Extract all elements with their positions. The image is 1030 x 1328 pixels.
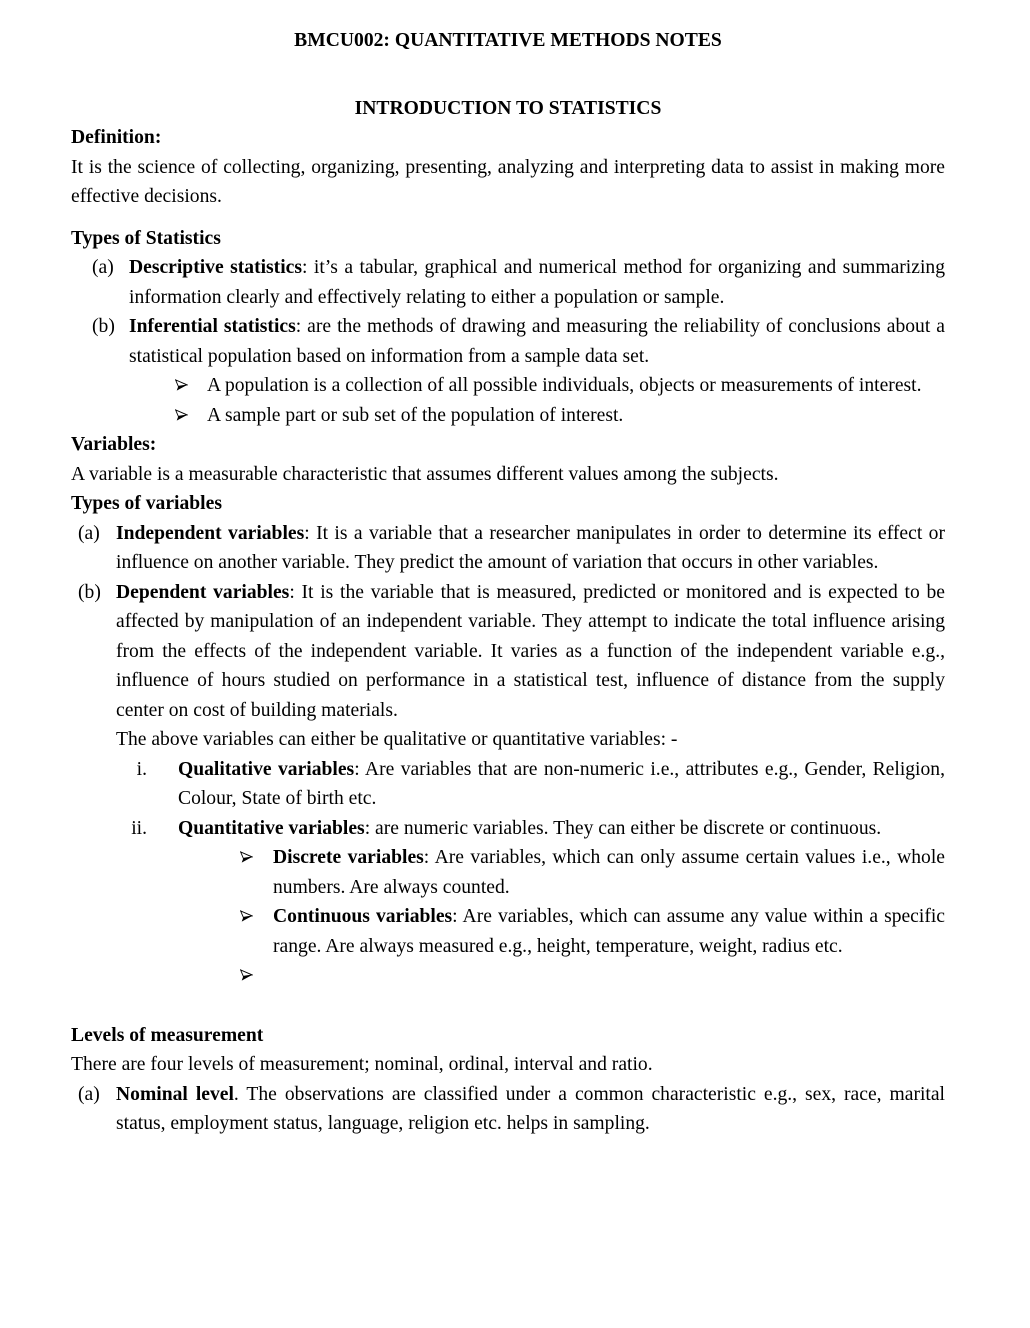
term-label: Qualitative variables <box>178 758 355 780</box>
list-marker: (b) <box>78 581 101 603</box>
term-description: : Are variables that are non-numeric i.e., attributes e.g., Gender, Religion, Colour, State of birth etc. <box>178 758 945 809</box>
arrow-bullet-icon <box>175 379 188 392</box>
bullet-text: A population is a collection of all possible individuals, objects or measurements of interest. <box>207 375 922 396</box>
levels-of-measurement-heading: Levels of measurement <box>71 1024 264 1046</box>
variables-note: The above variables can either be qualitative or quantitative variables: - <box>116 729 678 750</box>
list-marker: (a) <box>78 522 100 544</box>
list-item-quantitative-variables <box>71 814 945 844</box>
variables-body: A variable is a measurable characteristic that assumes different values among the subjects. <box>71 463 779 485</box>
definition-body: It is the science of collecting, organizing, presenting, analyzing and interpreting data to assist in making more effective decisions. <box>71 156 945 207</box>
arrow-bullet-icon <box>240 910 253 923</box>
term-label: Nominal level <box>116 1083 234 1105</box>
definition-heading: Definition: <box>71 127 162 148</box>
bullet-item-sample <box>71 401 945 431</box>
list-marker: i. <box>136 758 147 780</box>
list-marker: (a) <box>78 1083 100 1105</box>
bullet-item-discrete-variables <box>71 843 945 902</box>
list-item-descriptive-statistics <box>71 253 945 312</box>
intro-section-title: INTRODUCTION TO STATISTICS <box>354 97 662 119</box>
term-label: Independent variables <box>116 522 305 544</box>
types-of-variables-heading: Types of variables <box>71 493 222 514</box>
term-description: : are the methods of drawing and measuring the reliability of conclusions about a statistical population based on information from a sample data set. <box>129 316 945 367</box>
list-item-dependent-variables <box>71 578 945 726</box>
term-label: Continuous variables <box>273 906 453 927</box>
term-description: : Are variables, which can only assume certain values i.e., whole numbers. Are always counted. <box>273 847 945 898</box>
term-label: Quantitative variables <box>178 817 365 839</box>
list-item-nominal-level <box>71 1080 945 1139</box>
bullet-item-empty <box>71 961 945 991</box>
bullet-item-population <box>71 371 945 401</box>
arrow-bullet-icon <box>175 409 188 422</box>
list-marker: ii. <box>131 817 147 839</box>
variables-heading: Variables: <box>71 434 157 455</box>
types-of-statistics-heading: Types of Statistics <box>71 227 221 249</box>
bullet-text: A sample part or sub set of the population of interest. <box>207 404 624 426</box>
term-label: Discrete variables <box>273 847 424 868</box>
list-marker: (a) <box>92 257 114 278</box>
arrow-bullet-icon <box>240 851 253 864</box>
term-label: Inferential statistics <box>129 316 296 337</box>
list-item-independent-variables <box>71 519 945 578</box>
arrow-bullet-icon <box>240 969 253 982</box>
document-title: BMCU002: QUANTITATIVE METHODS NOTES <box>294 30 722 51</box>
term-label: Descriptive statistics <box>129 257 302 278</box>
term-label: Dependent variables <box>116 581 290 603</box>
levels-body: There are four levels of measurement; nominal, ordinal, interval and ratio. <box>71 1054 653 1075</box>
list-marker: (b) <box>92 316 115 337</box>
term-description: : It is a variable that a researcher manipulates in order to determine its effect or influence on another variable. They predict the amount of variation that occurs in other variables. <box>116 522 945 573</box>
bullet-item-continuous-variables <box>71 902 945 961</box>
term-description: : Are variables, which can assume any value within a specific range. Are always measured e.g., height, temperature, weight, radius etc. <box>273 906 945 957</box>
term-description: : It is the variable that is measured, predicted or monitored and is expected to be affected by manipulation of an independent variable. They attempt to indicate the total influence arising from the effects of the independent variable. It varies as a function of the independent variable e.g., influence of hours studied on performance in a statistical test, influence of distance from the supply center on cost of building materials. <box>116 581 945 721</box>
term-description: : it’s a tabular, graphical and numerical method for organizing and summarizing information clearly and effectively relating to either a population or sample. <box>129 257 945 308</box>
list-item-qualitative-variables <box>71 755 945 814</box>
list-item-inferential-statistics <box>71 312 945 371</box>
term-description: . The observations are classified under a common characteristic e.g., sex, race, marital status, employment status, language, religion etc. helps in sampling. <box>116 1083 945 1134</box>
term-description: : are numeric variables. They can either be discrete or continuous. <box>364 817 882 839</box>
